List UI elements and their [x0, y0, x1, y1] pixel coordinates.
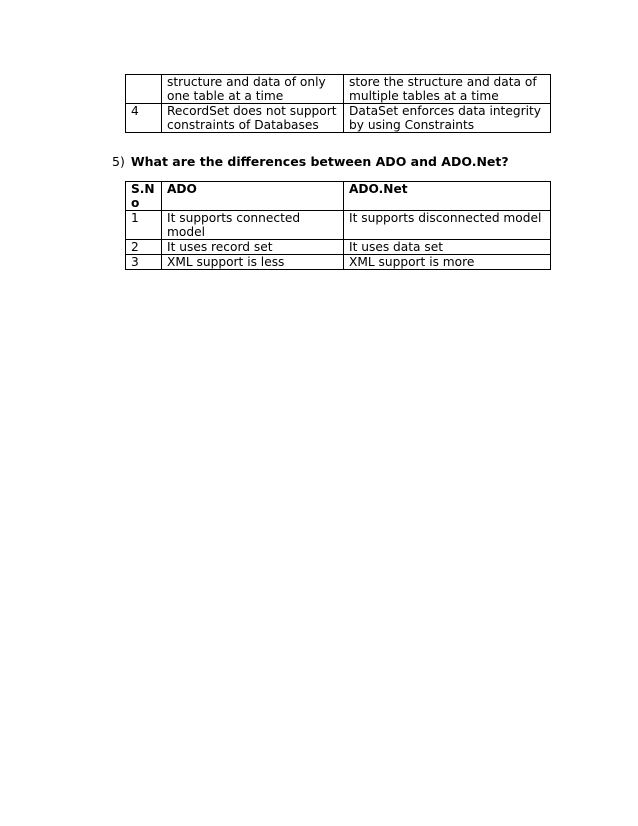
sno-cell: 1: [126, 211, 162, 240]
header-sno: S.N o: [126, 182, 162, 211]
adonet-cell: It supports disconnected model: [344, 211, 551, 240]
table-row: [126, 75, 551, 104]
dataset-cell: store the structure and data of multiple tables at a time: [344, 75, 551, 104]
question-text: What are the differences between ADO and ADO.Net?: [130, 154, 509, 169]
adonet-cell: XML support is more: [344, 255, 551, 270]
comparison-table-continued: [125, 74, 551, 133]
ado-vs-adonet-table: [125, 181, 551, 270]
header-adonet: ADO.Net: [344, 182, 551, 211]
ado-cell: It supports connected model: [162, 211, 344, 240]
header-ado: ADO: [162, 182, 344, 211]
sno-cell: 2: [126, 240, 162, 255]
question-number: 5): [112, 154, 125, 169]
table-header-row: [126, 182, 551, 211]
sno-cell: 4: [126, 104, 162, 133]
adonet-cell: It uses data set: [344, 240, 551, 255]
ado-cell: XML support is less: [162, 255, 344, 270]
sno-cell: 3: [126, 255, 162, 270]
table-row: [126, 104, 551, 133]
recordset-cell: structure and data of only one table at a time: [162, 75, 344, 104]
table-row: [126, 240, 551, 255]
table-row: [126, 211, 551, 240]
table-row: [126, 255, 551, 270]
recordset-cell: RecordSet does not support constraints of Databases: [162, 104, 344, 133]
ado-cell: It uses record set: [162, 240, 344, 255]
dataset-cell: DataSet enforces data integrity by using Constraints: [344, 104, 551, 133]
question-heading: [112, 154, 509, 170]
sno-cell: [126, 75, 162, 104]
